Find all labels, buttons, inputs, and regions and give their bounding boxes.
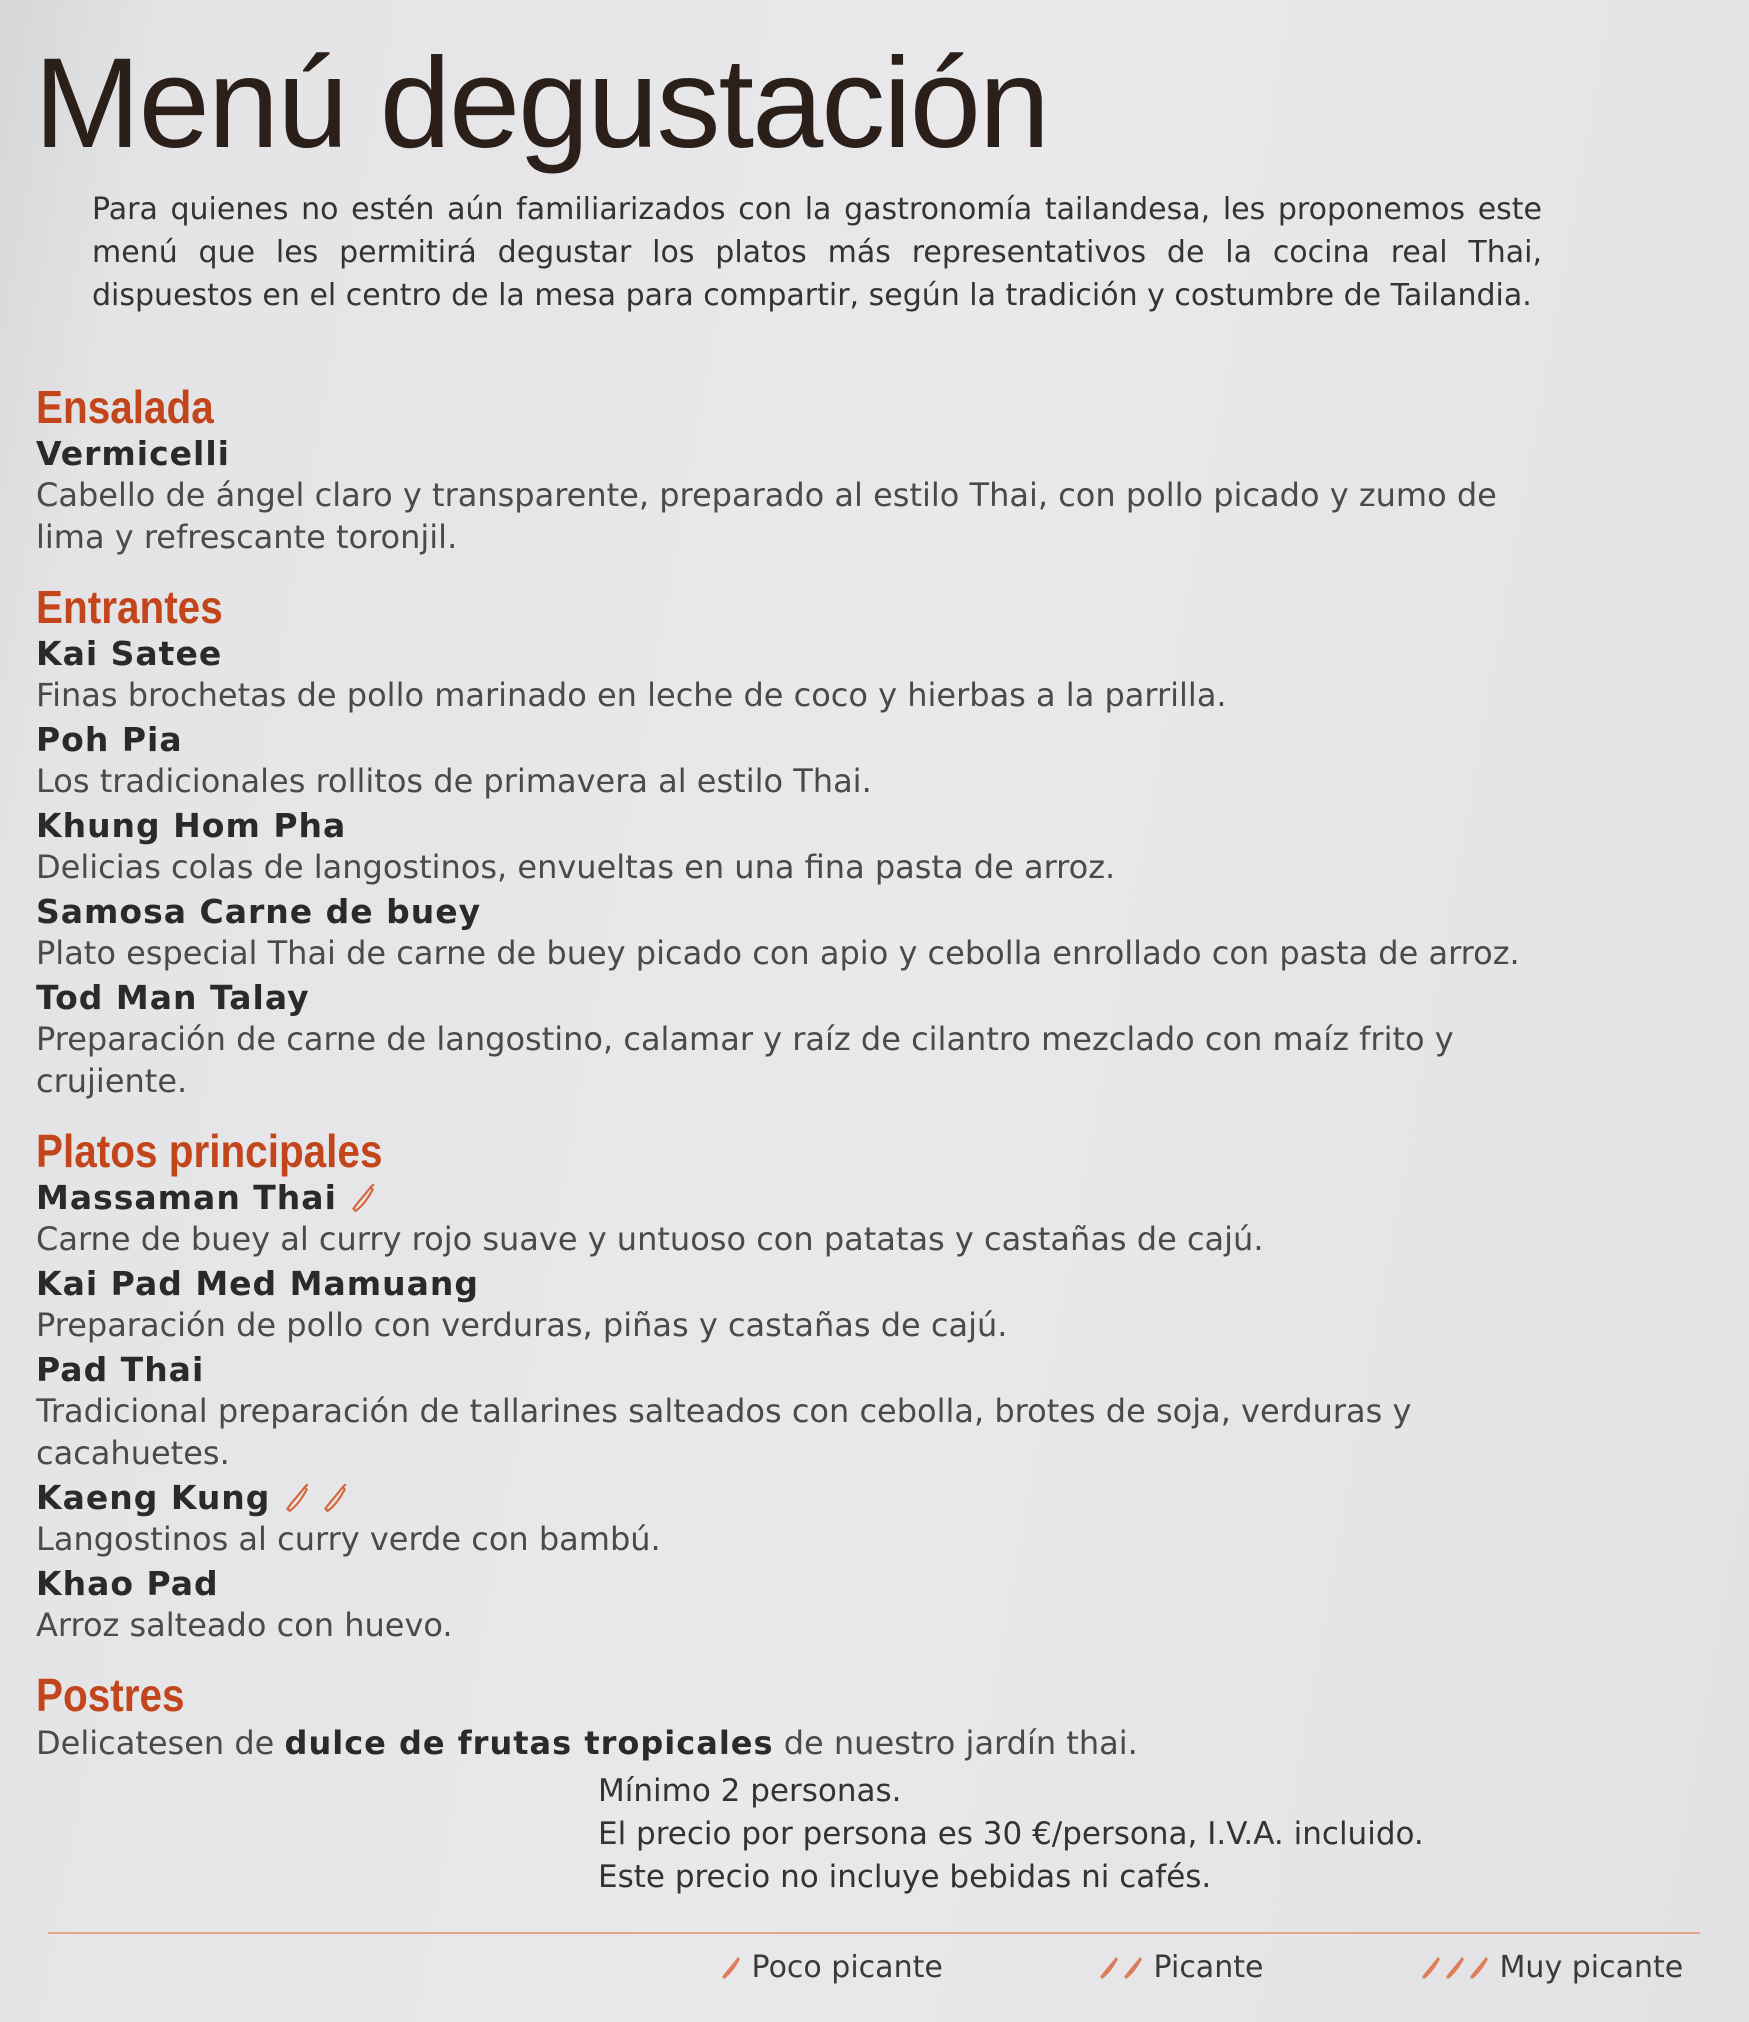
section-title: Platos principales [36,1125,383,1177]
chili-pepper-icon [1096,1950,1120,1985]
dish-description: Plato especial Thai de carne de buey picado con apio y cebolla enrollado con pasta de arroz. [36,934,1520,972]
legend-label: Muy picante [1499,1950,1684,1985]
dish-description: Langostinos al curry verde con bambú. [36,1520,661,1558]
exclusions-note: Este precio no incluye bebidas ni cafés. [598,1859,1212,1895]
section-postres [36,1668,1556,1764]
dish-description: Preparación de pollo con verduras, piñas y castañas de cajú. [36,1306,1008,1344]
dish-description: Carne de buey al curry rojo suave y untuoso con patatas y castañas de cajú. [36,1220,1264,1258]
chili-pepper-icon [1442,1950,1466,1985]
section-title: Ensalada [36,381,214,433]
page-title: Menú degustación [34,32,1049,175]
section-title: Postres [36,1669,185,1721]
dessert-desc-highlight: dulce de frutas tropicales [284,1724,774,1762]
dish-name: Samosa Carne de buey [36,892,482,931]
chili-pepper-icon [718,1950,742,1985]
legend-medium [1096,1950,1263,1985]
legend-hot [1418,1950,1683,1985]
legend-label: Poco picante [751,1950,943,1985]
dish-description: Delicias colas de langostinos, envueltas en una fina pasta de arroz. [36,848,1116,886]
dish-description: Arroz salteado con huevo. [36,1606,453,1644]
chili-pepper-icon [1120,1950,1144,1985]
dish-name-row [36,1478,1556,1518]
dish-name: Kai Satee [36,634,223,673]
dish-name-row [36,1178,1556,1218]
dish-description: Finas brochetas de pollo marinado en leche de coco y hierbas a la parrilla. [36,676,1227,714]
legend-mild [718,1950,943,1985]
chili-pepper-icon [1418,1950,1442,1985]
divider [48,1932,1700,1934]
dish-name: Poh Pia [36,720,183,759]
section-platos-principales [36,1124,1556,1646]
dish-name: Kai Pad Med Mamuang [36,1264,480,1303]
dish-name: Khao Pad [36,1564,219,1603]
dish-name: Pad Thai [36,1350,205,1389]
intro-paragraph: Para quienes no estén aún familiarizados con la gastronomía tailandesa, les proponemos este menú que les permitirá degustar los platos más representativos de la cocina real Thai, dispuestos en el centro de la mesa para compartir, según la tradición y costumbre de Tailandia. [92,192,1542,313]
section-title: Entrantes [36,581,223,633]
dish-description: Preparación de carne de langostino, calamar y raíz de cilantro mezclado con maíz frito y crujiente. [36,1020,1454,1100]
dish-description: Los tradicionales rollitos de primavera al estilo Thai. [36,762,872,800]
dessert-desc-post: de nuestro jardín thai. [773,1724,1138,1762]
chili-pepper-icon [1466,1950,1490,1985]
menu-body [36,380,1556,1786]
section-ensalada [36,380,1556,558]
chili-pepper-icon [321,1478,347,1517]
dish-name: Massaman Thai [36,1178,337,1217]
dish-description: Cabello de ángel claro y transparente, preparado al estilo Thai, con pollo picado y zumo de lima y refrescante toronjil. [36,476,1497,556]
chili-pepper-icon [349,1178,375,1217]
dessert-desc-pre: Delicatesen de [36,1724,285,1762]
chili-pepper-icon [283,1478,309,1517]
price-note: El precio por persona es 30 €/persona, I.V.A. incluido. [598,1816,1424,1852]
dish-name: Kaeng Kung [36,1478,271,1517]
pricing-notes [598,1770,1424,1899]
dish-name: Tod Man Talay [36,978,310,1017]
dish-description [36,1722,1556,1764]
minimum-note: Mínimo 2 personas. [598,1773,902,1809]
legend-label: Picante [1153,1950,1264,1985]
section-entrantes [36,580,1556,1102]
dish-name: Vermicelli [36,434,230,473]
dish-description: Tradicional preparación de tallarines salteados con cebolla, brotes de soja, verduras y cacahuetes. [36,1392,1412,1472]
dish-name: Khung Hom Pha [36,806,347,845]
